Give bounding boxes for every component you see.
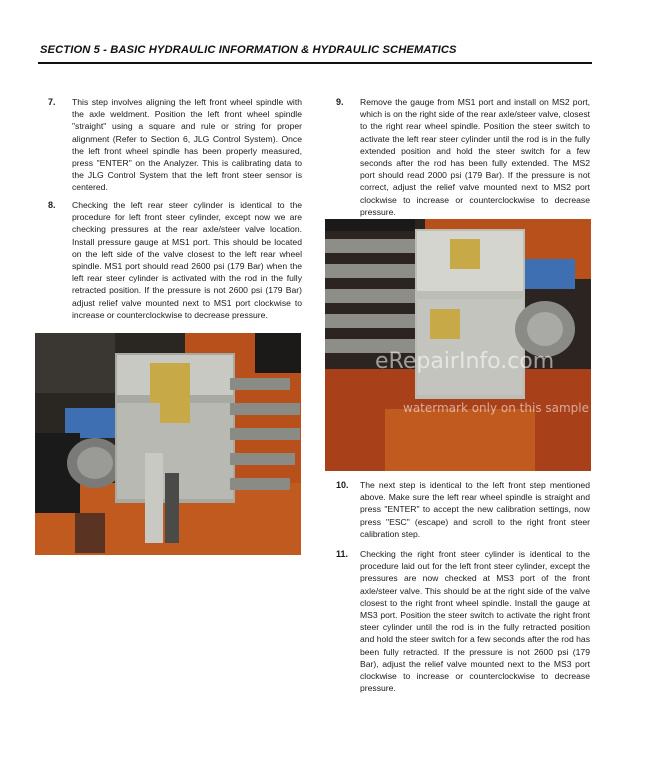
section-header: SECTION 5 - BASIC HYDRAULIC INFORMATION & HYDRAULIC SCHEMATICS [40, 44, 457, 56]
step-number: 10. [336, 480, 349, 490]
step-text: Checking the right front steer cylinder is identical to the procedure laid out for the left front steer cylinder, except the pressures are now checked at MS3 port of the front axle/steer valve. This should be at the right side of the valve closest to the right front wheel spindle. Install the gauge at MS3 port. Position the steer switch to activate the right front steer cylinder until the rod is in the fully retracted position and hold the steer switch for a few seconds after the rod has been fully retracted. If the pressure is not 2600 psi (179 Bar), adjust the relief valve mounted next to the MS3 port clockwise to increase or counterclockwise to decrease pressure. [360, 549, 590, 694]
step-number: 8. [48, 200, 56, 210]
step-number: 7. [48, 97, 56, 107]
step-number: 11. [336, 549, 349, 559]
step-text: The next step is identical to the left front step mentioned above. Make sure the left rear wheel spindle is straight and press "ENTER" to accept the new calibration settings, now press "ESC" (escape) and scroll to the right front steer calibration step. [360, 480, 590, 539]
step-text: Remove the gauge from MS1 port and install on MS2 port, which is on the right side of the rear axle/steer valve, closest to the right rear wheel spindle. Position the steer switch to activate the left rear steer cylinder until the rod is in the fully extended position and hold the steer switch for a few seconds after the rod has been fully extended. The MS2 port should read 2000 psi (179 Bar). If the pressure is not correct, adjust the relief valve mounted next to MS2 port clockwise to increase or counterclockwise to decrease pressure. [360, 97, 590, 217]
photo-rear-steer-valve-left [35, 333, 301, 555]
photo-rear-steer-valve-right [325, 219, 591, 471]
step-text: Checking the left rear steer cylinder is identical to the procedure for left front steer cylinder, except now we are checking pressures at the rear axle/steer valve location. Install pressure gauge at MS1 port. This should be located on the left side of the valve closest to the left rear wheel spindle. MS1 port should read 2600 psi (179 Bar) when the left rear steer cylinder is activated with the rod in the fully retracted position. If the pressure is not 2600 psi (179 Bar) adjust relief valve mounted next to MS1 port clockwise to increase or counterclockwise to decrease pressure. [72, 200, 302, 320]
step-text: This step involves aligning the left front wheel spindle with the axle weldment. Position the left front wheel spindle "straight" using a square and rule or string for proper alignment (Refer to Section 6, JLG Control System). Once the left front wheel spindle has been properly measured, press "ENTER" on the Analyzer. This is calibrating data to the JLG Control System that the left front steer sensor is centered. [72, 97, 302, 193]
watermark-site: eRepairInfo.com [375, 349, 555, 374]
header-rule [38, 62, 592, 64]
watermark-notice: watermark only on this sample [403, 401, 590, 415]
step-number: 9. [336, 97, 344, 107]
